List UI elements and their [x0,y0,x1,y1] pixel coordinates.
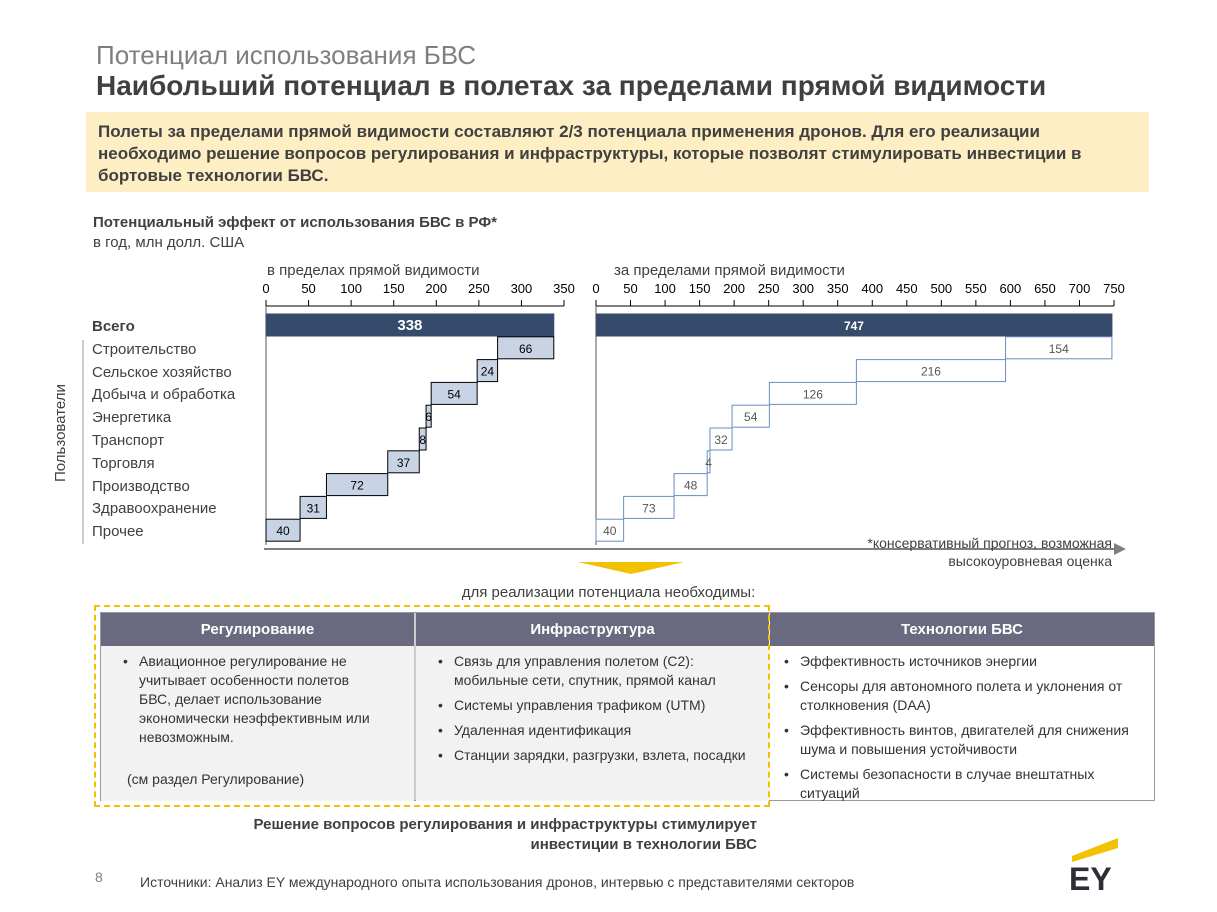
footnote-line-1: *консервативный прогноз, возможная [867,535,1112,551]
axis-tick-label: 50 [623,281,638,296]
axis-tick-label: 250 [468,281,490,296]
axis-tick-label: 250 [757,281,780,296]
bar-value-label: 126 [802,387,823,402]
bar-value-label: 8 [419,433,427,447]
arrow-head-icon [1114,543,1126,555]
axis-tick-label: 50 [301,281,316,296]
bar-value-label: 216 [920,364,941,379]
sources-text: Источники: Анализ EY международного опыта использования дронов, интервью с представителями секторов [140,874,855,890]
list-item: • Эффективность источников энергии [788,652,1146,671]
category-label: Строительство [92,340,197,358]
column-technology [770,646,1154,801]
axis-tick-label: 300 [510,281,533,296]
axis-tick-label: 0 [592,281,600,296]
list-item: • Сенсоры для автономного полета и уклонения от столкновения (DAA) [788,677,1146,715]
bar-value-label: 31 [306,501,320,516]
bar-value-label: 72 [350,478,364,493]
users-axis-label: Пользователи [52,384,69,482]
column-header-technology: Технологии БВС [770,613,1154,646]
ey-logo-text: EY [1069,861,1112,893]
bar-value-label: 37 [396,455,411,470]
axis-tick-label: 350 [826,281,849,296]
conclusion-line-2: инвестиции в технологии БВС [530,836,757,853]
list-item: • Удаленная идентификация [442,721,761,740]
category-label: Транспорт [92,432,165,449]
bar-value-label: 747 [843,319,864,333]
axis-tick-label: 100 [340,281,362,296]
axis-tick-label: 150 [688,281,711,296]
footnote-line-2: высокоуровневая оценка [948,553,1112,569]
chart-title: Потенциальный эффект от использования БВС в РФ* [93,214,497,231]
axis-tick-label: 700 [1068,281,1091,296]
category-label: Добыча и обработка [92,386,236,404]
ey-logo [1066,838,1126,893]
list-item: • Станции зарядки, разгрузки, взлета, посадки [442,746,761,765]
column-header-infrastructure: Инфраструктура [416,613,769,646]
axis-tick-label: 550 [965,281,987,296]
category-label: Прочее [92,523,144,541]
panel-title: в пределах прямой видимости [267,262,480,279]
list-item: • Авиационное регулирование не учитывает особенности полетов БВС, делает использование экономически неэффективным или невозможным. [127,652,377,747]
axis-tick-label: 0 [262,281,270,296]
axis-tick-label: 200 [723,281,745,296]
list-item: • Системы управления трафиком (UTM) [442,696,761,715]
chart-footnote [867,534,1112,570]
axis-tick-label: 750 [1103,281,1125,296]
axis-tick-label: 600 [999,281,1022,296]
category-label: Производство [92,477,190,495]
bar-value-label: 154 [1048,341,1069,356]
bar-value-label: 40 [603,524,617,539]
conclusion-text [253,815,757,855]
chart-unit: в год, млн долл. США [93,234,245,251]
conclusion-line-1: Решение вопросов регулирования и инфраструктуры стимулирует [253,816,757,833]
axis-tick-label: 300 [792,281,815,296]
bar-value-label: 48 [683,478,698,493]
bar-value-label: 32 [714,433,728,447]
category-label: Торговля [92,454,155,472]
slide-title: Наибольший потенциал в полетах за пределами прямой видимости [96,70,1047,101]
slide-subtitle: Потенциал использования БВС [96,40,477,70]
down-arrow-icon [578,562,684,576]
axis-tick-label: 450 [895,281,918,296]
axis-tick-label: 500 [930,281,953,296]
list-item: • Эффективность винтов, двигателей для снижения шума и повышения устойчивости [788,721,1146,759]
axis-tick-label: 150 [382,281,405,296]
bar-value-label: 40 [276,524,290,539]
axis-tick-label: 100 [654,281,676,296]
panel-title: за пределами прямой видимости [614,262,845,279]
bar-value-label: 66 [519,341,533,356]
ey-logo-beam-icon [1072,838,1118,862]
highlight-dashed-frame [94,605,770,807]
bar-value-label: 6 [425,410,432,425]
callout-text: Полеты за пределами прямой видимости составляют 2/3 потенциала применения дронов. Для его реализации необходимо решение вопросов регулирования и инфраструктуры, которые позволят стимулировать инвестиции в бортовые технологии БВС. [98,122,1082,185]
axis-tick-label: 350 [553,281,575,296]
bar-value-label: 24 [480,364,495,379]
bar-value-label: 54 [744,410,758,425]
axis-tick-label: 650 [1034,281,1056,296]
page-number: 8 [95,869,103,885]
category-label: Здравоохранение [92,500,217,518]
bar-value-label: 54 [447,387,461,402]
category-label: Всего [92,318,135,335]
axis-tick-label: 200 [425,281,448,296]
bar-value-label: 338 [397,317,423,334]
needed-label: для реализации потенциала необходимы: [461,584,756,601]
list-item: • Системы безопасности в случае внештатных ситуаций [788,765,1146,803]
list-item: • Связь для управления полетом (C2): мобильные сети, спутник, прямой канал [442,652,761,690]
regulation-note: (см раздел Регулирование) [127,771,305,787]
axis-tick-label: 400 [861,281,884,296]
bar-value-label: 73 [642,501,656,516]
column-header-regulation: Регулирование [101,613,414,646]
category-label: Энергетика [92,409,172,427]
bar-value-label: 4 [705,455,712,470]
category-label: Сельское хозяйство [92,363,232,381]
